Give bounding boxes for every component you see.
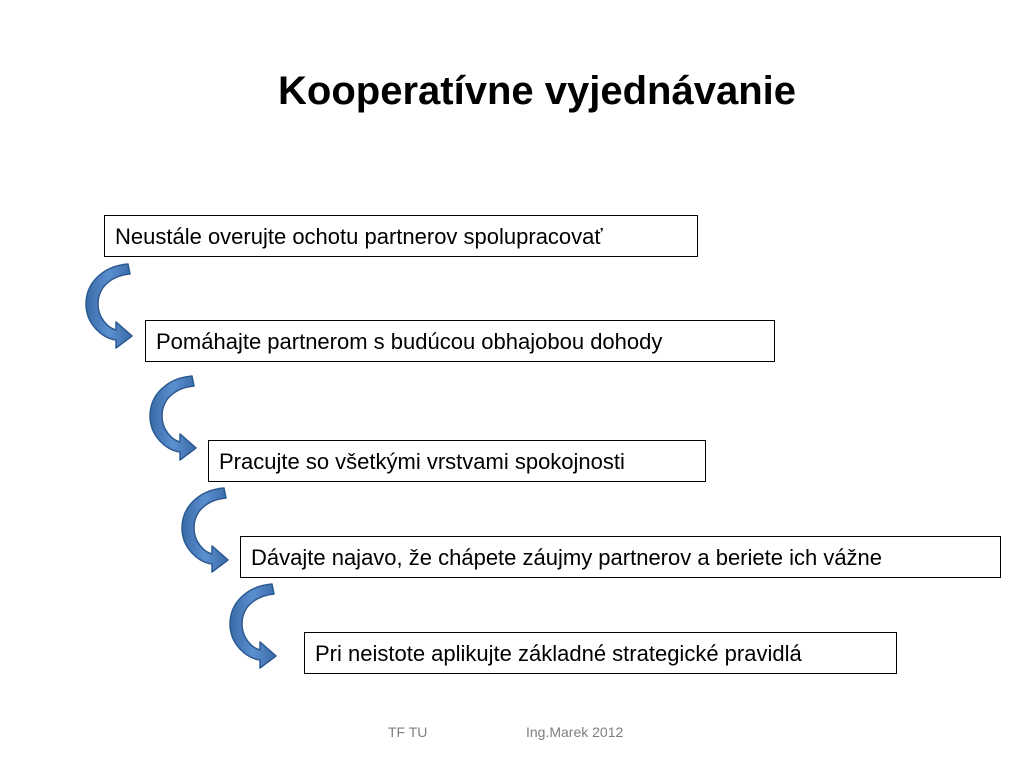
curved-arrow-icon — [176, 482, 236, 574]
curved-arrow-icon — [224, 578, 284, 670]
slide-title: Kooperatívne vyjednávanie — [278, 69, 796, 113]
curved-arrow-icon — [80, 258, 140, 350]
footer-organization: TF TU — [388, 724, 428, 740]
step-box-5: Pri neistote aplikujte základné strategické pravidlá — [304, 632, 897, 674]
step-box-3: Pracujte so všetkými vrstvami spokojnosti — [208, 440, 706, 482]
curved-arrow-icon — [144, 370, 204, 462]
step-box-1: Neustále overujte ochotu partnerov spolupracovať — [104, 215, 698, 257]
step-box-2: Pomáhajte partnerom s budúcou obhajobou dohody — [145, 320, 775, 362]
step-box-4: Dávajte najavo, že chápete záujmy partnerov a beriete ich vážne — [240, 536, 1001, 578]
footer-author: Ing.Marek 2012 — [526, 724, 624, 740]
